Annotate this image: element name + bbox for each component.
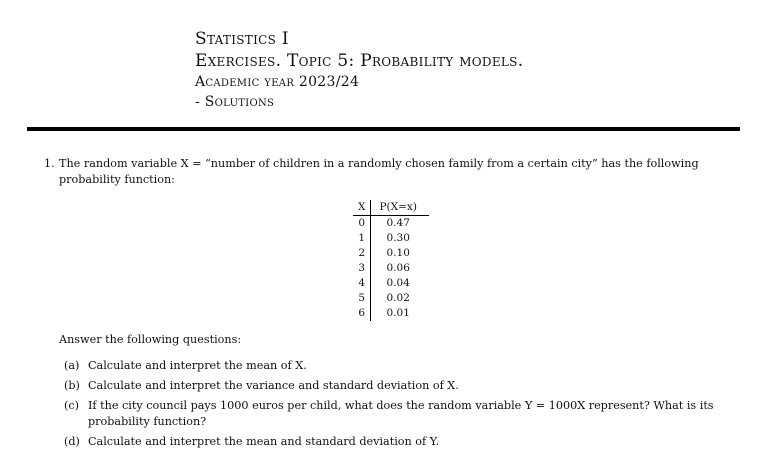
prob-value: 0.02 bbox=[386, 292, 410, 304]
question-list bbox=[64, 358, 740, 454]
solutions-label: - Solutions bbox=[195, 94, 275, 110]
prob-value: 0.04 bbox=[386, 277, 410, 289]
x-value: 1 bbox=[353, 231, 371, 246]
problem-number: 1. bbox=[44, 157, 55, 170]
x-value: 2 bbox=[353, 246, 371, 261]
x-value: 5 bbox=[353, 291, 371, 306]
question-text: Calculate and interpret the mean of X. bbox=[88, 359, 307, 372]
question-label: (b) bbox=[64, 379, 80, 392]
question-text: Calculate and interpret the variance and standard deviation of X. bbox=[88, 379, 459, 392]
prob-value: 0.47 bbox=[386, 217, 410, 229]
question-label: (a) bbox=[64, 359, 80, 372]
column-header-x: X bbox=[353, 200, 371, 216]
x-value: 3 bbox=[353, 261, 371, 276]
table-row bbox=[353, 246, 429, 261]
table-row bbox=[353, 291, 429, 306]
question-text: If the city council pays 1000 euros per child, what does the random variable Y = 1000X represent? What is its probability function? bbox=[88, 399, 714, 428]
prob-value: 0.01 bbox=[386, 307, 410, 319]
table-row bbox=[353, 276, 429, 291]
prob-value: 0.10 bbox=[386, 247, 410, 259]
table-row bbox=[353, 261, 429, 276]
table-row bbox=[353, 231, 429, 246]
problem-statement: The random variable X = “number of children in a randomly chosen family from a certain city” has the following probability function: bbox=[59, 157, 699, 186]
column-header-prob: P(X=x) bbox=[371, 200, 429, 216]
table-row bbox=[353, 306, 429, 321]
question-label: (d) bbox=[64, 435, 80, 448]
question-item bbox=[64, 358, 740, 374]
document-header bbox=[195, 28, 523, 112]
prob-value: 0.06 bbox=[386, 262, 410, 274]
question-text: Calculate and interpret the mean and standard deviation of Y. bbox=[88, 435, 440, 448]
question-item bbox=[64, 378, 740, 394]
answer-intro: Answer the following questions: bbox=[59, 333, 242, 346]
table-header-row bbox=[353, 200, 429, 216]
header-rule bbox=[27, 127, 740, 131]
prob-value: 0.30 bbox=[386, 232, 410, 244]
table-row bbox=[353, 216, 429, 232]
question-item bbox=[64, 398, 740, 430]
academic-year: Academic year 2023/24 bbox=[195, 74, 360, 90]
x-value: 0 bbox=[353, 216, 371, 232]
x-value: 4 bbox=[353, 276, 371, 291]
course-title: Statistics I bbox=[195, 29, 289, 49]
question-item bbox=[64, 434, 740, 450]
probability-table bbox=[353, 200, 429, 321]
problem-1 bbox=[44, 156, 740, 188]
x-value: 6 bbox=[353, 306, 371, 321]
topic-title: Exercises. Topic 5: Probability models. bbox=[195, 51, 524, 71]
question-label: (c) bbox=[64, 399, 79, 412]
